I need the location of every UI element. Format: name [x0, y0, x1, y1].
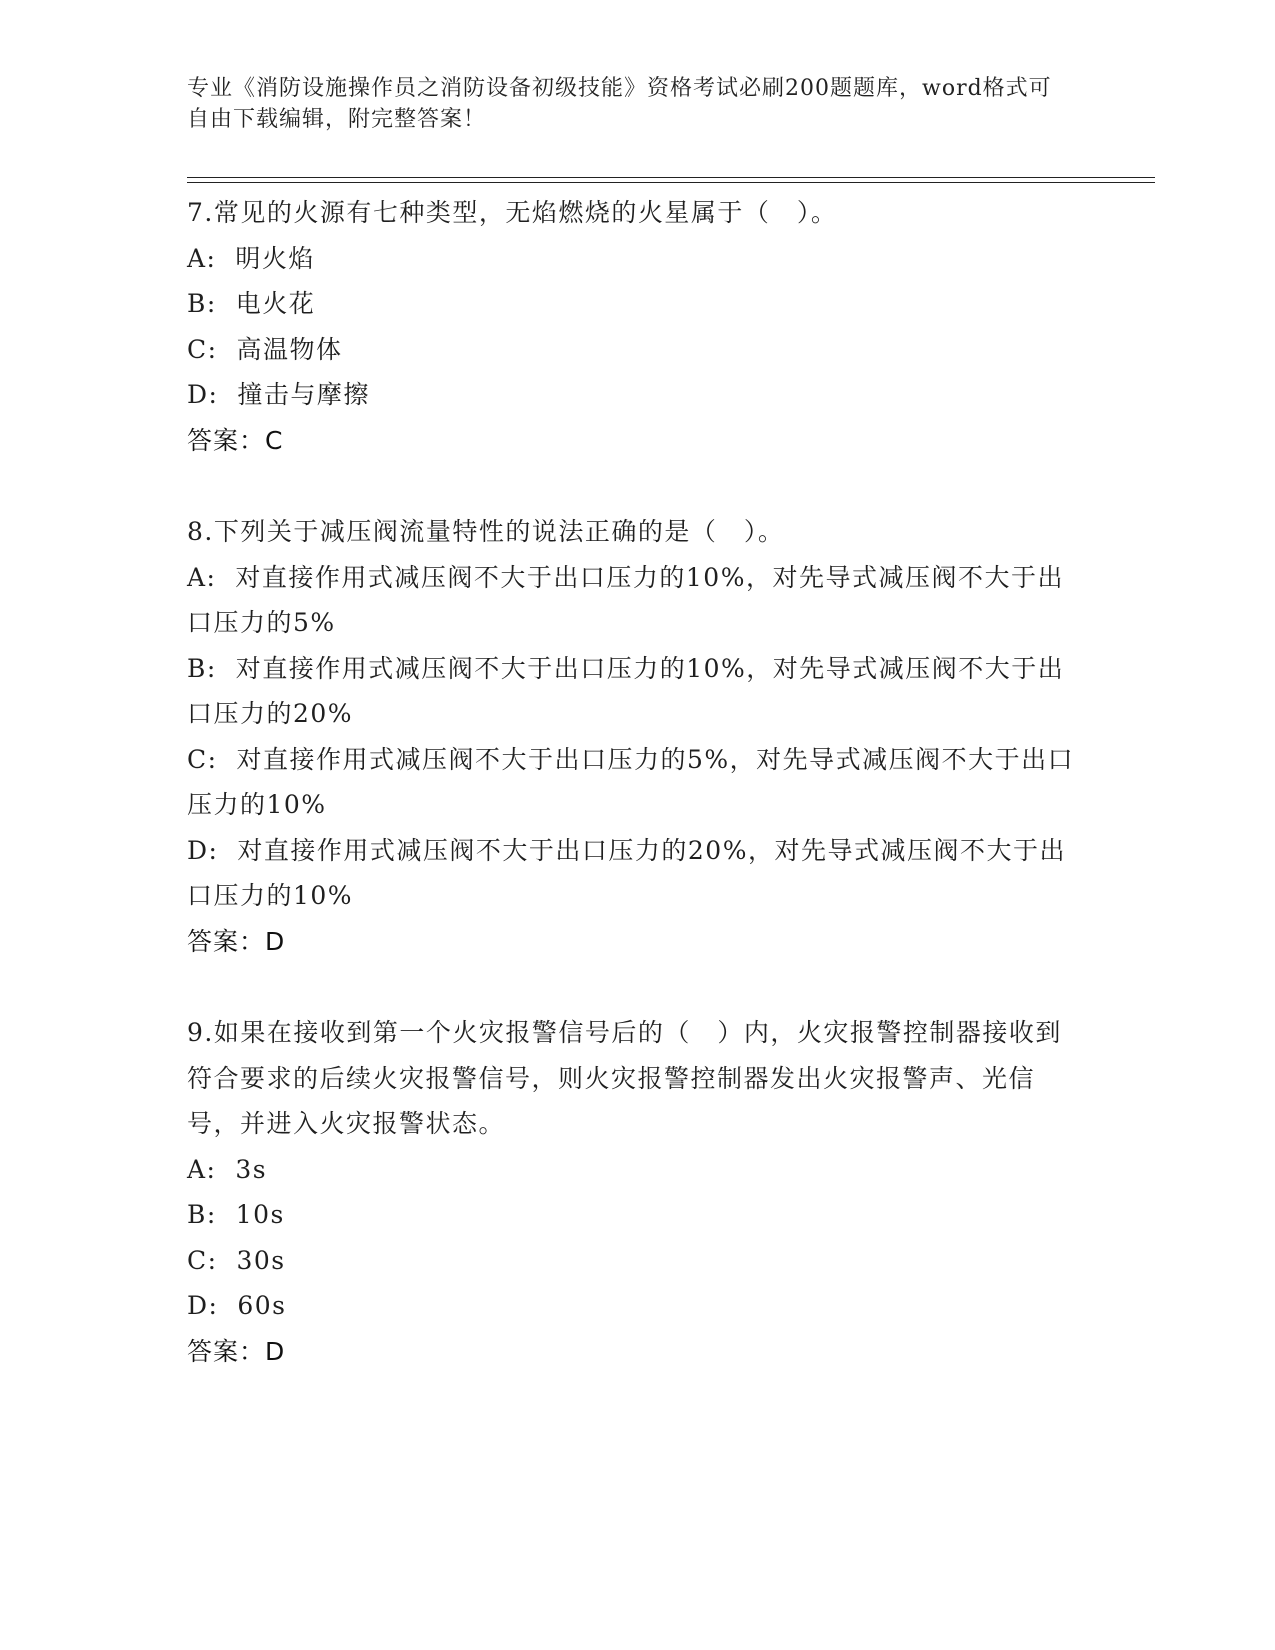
- option-b: [187, 1192, 1087, 1238]
- option-label: D:: [187, 835, 228, 865]
- option-text: 明火焰: [235, 243, 315, 273]
- question-stem: 8.下列关于减压阀流量特性的说法正确的是（ ）。: [187, 517, 785, 546]
- answer-line: 答案：C: [187, 425, 284, 455]
- option-c: [187, 327, 1087, 373]
- question-item: [187, 509, 1087, 964]
- option-label: D:: [187, 1291, 228, 1320]
- option-label: B:: [187, 1200, 227, 1229]
- answer-line: 答案：D: [187, 926, 286, 956]
- option-text: 60s: [237, 1291, 287, 1320]
- option-text: 撞击与摩擦: [237, 380, 370, 409]
- option-label: C:: [187, 744, 227, 774]
- option-text: 电火花: [235, 289, 316, 318]
- option-text: 10s: [235, 1200, 285, 1229]
- option-d: [187, 828, 1087, 919]
- option-label: C:: [187, 334, 227, 364]
- option-d: [187, 1283, 1087, 1329]
- answer-line: 答案：D: [187, 1336, 286, 1366]
- option-c: [187, 737, 1087, 828]
- option-b: [187, 281, 1087, 327]
- option-label: B:: [187, 289, 227, 318]
- option-a: [187, 236, 1087, 282]
- question-stem: 7.常见的火源有七种类型，无焰燃烧的火星属于（ ）。: [187, 198, 838, 227]
- question-stem: 9.如果在接收到第一个火灾报警信号后的（ ）内，火灾报警控制器接收到符合要求的后续火灾报警信号，则火灾报警控制器发出火灾报警声、光信号，并进入火灾报警状态。: [187, 1018, 1062, 1138]
- option-b: [187, 646, 1087, 737]
- document-header-title: 专业《消防设施操作员之消防设备初级技能》资格考试必刷200题题库，word格式可自由下载编辑，附完整答案！: [187, 76, 1052, 132]
- option-label: B:: [187, 653, 227, 683]
- option-text: 对直接作用式减压阀不大于出口压力的10%，对先导式减压阀不大于出口压力的5%: [187, 562, 1064, 637]
- option-label: A:: [187, 1154, 226, 1184]
- option-label: C:: [187, 1245, 227, 1275]
- option-text: 对直接作用式减压阀不大于出口压力的5%，对先导式减压阀不大于出口压力的10%: [187, 744, 1075, 819]
- option-label: D:: [187, 380, 228, 409]
- option-a: [187, 555, 1087, 646]
- option-c: [187, 1238, 1087, 1284]
- option-text: 对直接作用式减压阀不大于出口压力的20%，对先导式减压阀不大于出口压力的10%: [187, 835, 1066, 910]
- option-label: A:: [187, 562, 226, 592]
- option-label: A:: [187, 243, 226, 273]
- option-text: 3s: [235, 1154, 268, 1184]
- option-text: 30s: [236, 1245, 286, 1275]
- option-a: [187, 1147, 1087, 1193]
- option-text: 对直接作用式减压阀不大于出口压力的10%，对先导式减压阀不大于出口压力的20%: [187, 653, 1065, 728]
- question-item: [187, 190, 1087, 463]
- question-item: [187, 1010, 1087, 1374]
- option-text: 高温物体: [236, 334, 343, 364]
- header-divider-bottom: [187, 182, 1155, 183]
- question-list: [187, 190, 1087, 1420]
- option-d: [187, 372, 1087, 418]
- header-divider-top: [187, 177, 1155, 178]
